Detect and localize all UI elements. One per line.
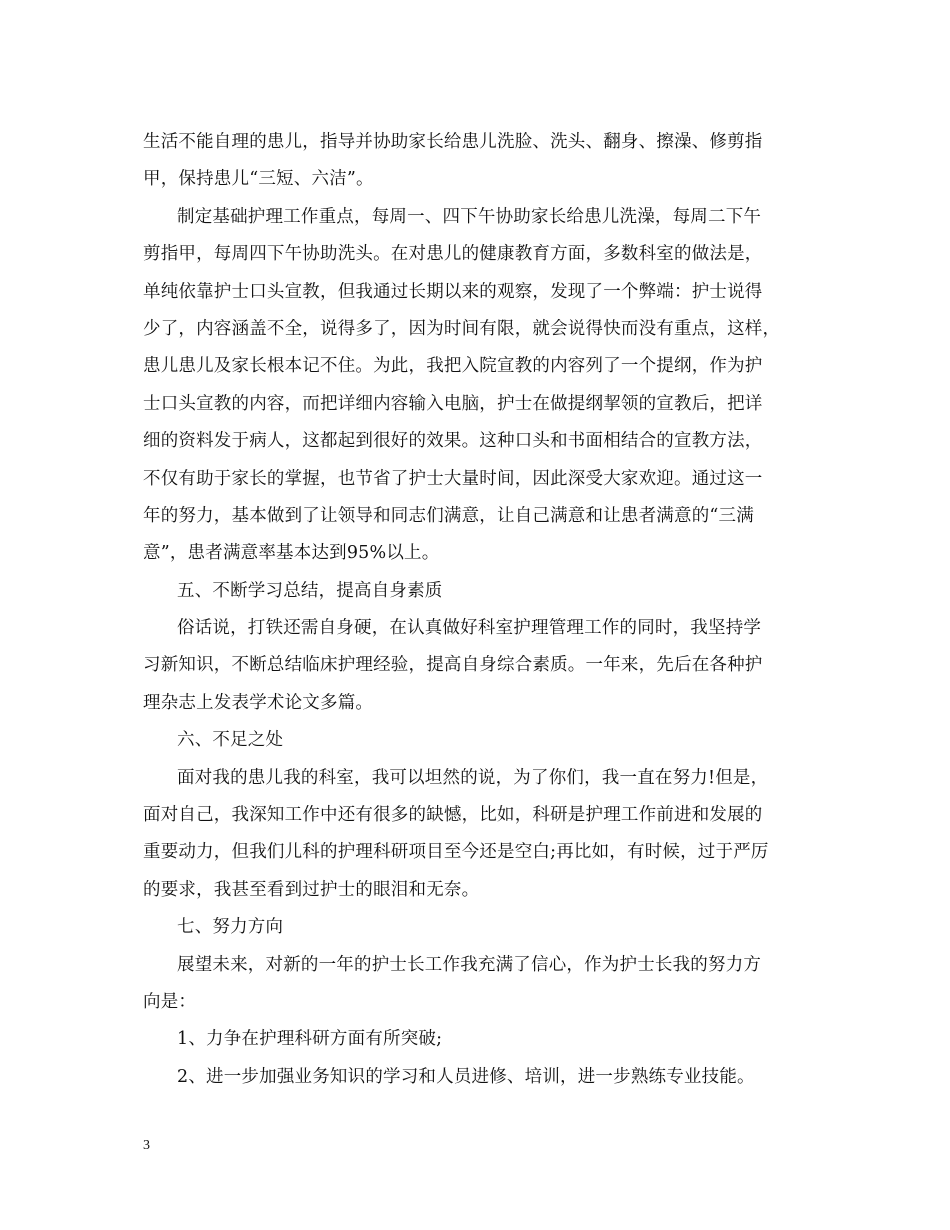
text-line: 单纯依靠护士口头宣教，但我通过长期以来的观察，发现了一个弊端：护士说得 [143,281,763,302]
text-line: 甲，保持患儿“三短、六洁”。 [143,169,374,190]
text-line: 的要求，我甚至看到过护士的眼泪和无奈。 [143,879,480,900]
text-line: 年的努力，基本做到了让领导和同志们满意，让自己满意和让患者满意的“三满 [143,505,754,526]
text-line: 习新知识，不断总结临床护理经验，提高自身综合素质。一年来，先后在各种护 [143,655,763,676]
paragraph-start-line: 展望未来，对新的一年的护士长工作我充满了信心，作为护士长我的努力方 [177,954,762,975]
text-line: 剪指甲，每周四下午协助洗头。在对患儿的健康教育方面，多数科室的做法是， [143,244,763,265]
text-line: 重要动力，但我们儿科的护理科研项目至今还是空白;再比如，有时候，过于严厉 [143,842,769,863]
section-heading: 六、不足之处 [177,730,284,751]
text-line: 面对自己，我深知工作中还有很多的缺憾，比如，科研是护理工作前进和发展的 [143,805,763,826]
text-line: 生活不能自理的患儿，指导并协助家长给患儿洗脸、洗头、翻身、擦澡、修剪指 [143,132,763,152]
text-line: 不仅有助于家长的掌握，也节省了护士大量时间，因此深受大家欢迎。通过这一 [143,468,763,489]
text-line: 向是： [143,991,197,1012]
list-item: 1、力争在护理科研方面有所突破; [177,1029,443,1050]
paragraph-start-line: 俗话说，打铁还需自身硬，在认真做好科室护理管理工作的同时，我坚持学 [177,618,762,639]
text-line: 士口头宣教的内容，而把详细内容输入电脑，护士在做提纲挈领的宣教后，把详 [143,393,763,414]
document-body [143,124,805,1096]
text-line: 少了，内容涵盖不全，说得多了，因为时间有限，就会说得快而没有重点，这样， [143,318,781,339]
text-line: 患儿患儿及家长根本记不住。为此，我把入院宣教的内容列了一个提纲，作为护 [143,356,763,377]
paragraph-start-line: 面对我的患儿我的科室，我可以坦然的说，为了你们，我一直在努力!但是， [177,767,769,788]
page-number: 3 [143,1138,150,1153]
list-item: 2、进一步加强业务知识的学习和人员进修、培训，进一步熟练专业技能。 [177,1066,755,1087]
text-line: 理杂志上发表学术论文多篇。 [143,692,374,713]
paragraph-start-line: 制定基础护理工作重点，每周一、四下午协助家长给患儿洗澡，每周二下午 [177,206,762,227]
text-line: 细的资料发于病人，这都起到很好的效果。这种口头和书面相结合的宣教方法， [143,431,763,452]
section-heading: 七、努力方向 [177,917,284,938]
section-heading: 五、不断学习总结，提高自身素质 [177,580,443,601]
text-line: 意”，患者满意率基本达到95%以上。 [143,543,440,564]
